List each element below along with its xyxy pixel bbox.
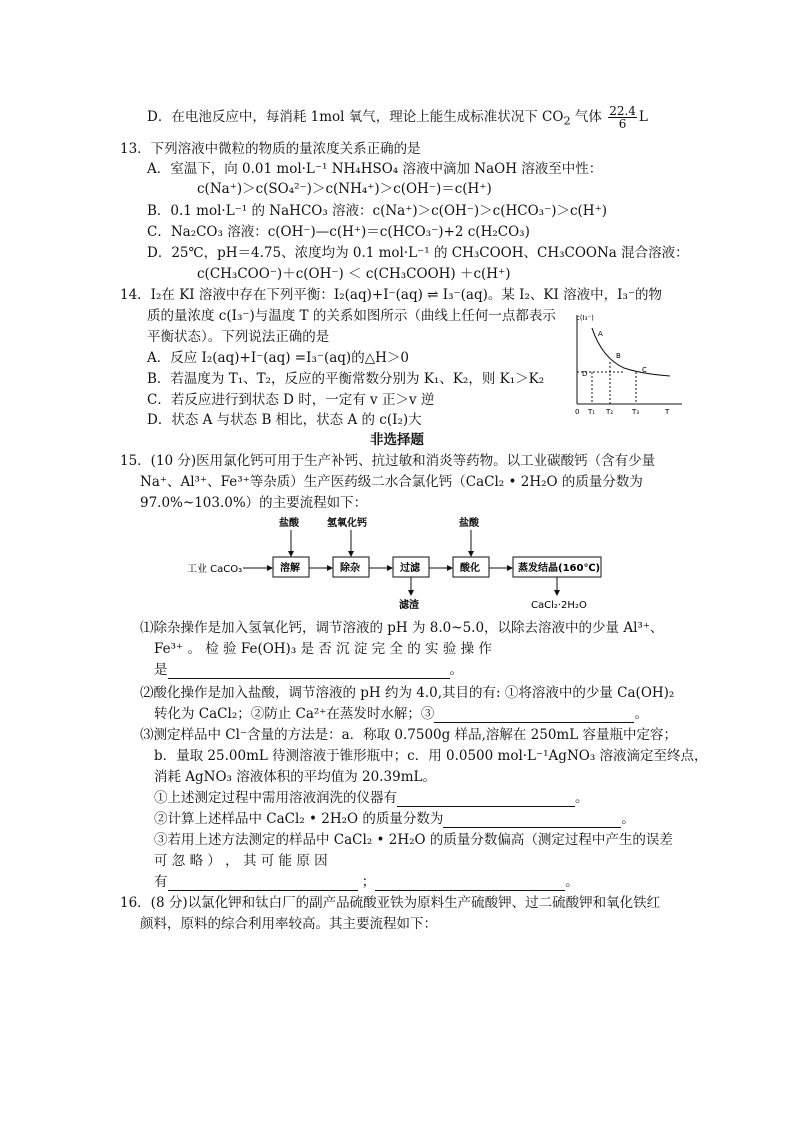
answer-blank[interactable] <box>434 708 634 723</box>
tick-t3: T₃ <box>632 408 640 416</box>
q14-stem-1: 14．I₂在 KI 溶液中存在下列平衡：I₂(aq)+I⁻(aq) ⇌ I₃⁻(aq)。某 I₂、KI 溶液中，I₃⁻的物 <box>120 287 662 303</box>
q13-option-b: B．0.1 mol·L⁻¹ 的 NaHCO₃ 溶液：c(Na⁺)＞c(OH⁻)＞c(HCO₃⁻)＞c(H⁺) <box>147 203 607 219</box>
svg-text:酸化: 酸化 <box>460 563 480 574</box>
q14-option-b: B．若温度为 T₁、T₂，反应的平衡常数分别为 K₁、K₂，则 K₁＞K₂ <box>147 371 545 387</box>
output-product: CaCl₂·2H₂O <box>531 600 587 611</box>
q15-part1-line3: 是 。 <box>154 662 463 678</box>
svg-text:溶解: 溶解 <box>280 563 300 574</box>
q14-option-a: A．反应 I₂(aq)+I⁻(aq) =I₃⁻(aq)的△H＞0 <box>147 350 409 366</box>
q15-part3-q4: 可 忽 略 ） ， 其 可 能 原 因 <box>154 853 328 869</box>
q16-stem-2: 颜料，原料的综合利用率较高。其主要流程如下： <box>140 916 437 932</box>
point-b-label: B <box>616 352 621 360</box>
tick-t2: T₂ <box>606 408 614 416</box>
q14-stem-2: 质的量浓度 c(I₃⁻)与温度 T 的关系如图所示（曲线上任何一点都表示 <box>147 308 556 324</box>
q15-part3-line1: ⑶测定样品中 Cl⁻含量的方法是：a．称取 0.7500g 样品,溶解在 250mL 容量瓶中定容； <box>140 727 677 743</box>
y-axis-label: c(I₃⁻) <box>576 314 594 322</box>
q12-option-d: D．在电池反应中，每消耗 1mol 氧气，理论上能生成标准状况下 $CO_2$ 气体 $\frac{22.4}{6}$ L <box>147 104 648 131</box>
q14-option-d: D．状态 A 与状态 B 相比，状态 A 的 c(I₂)大 <box>147 412 422 428</box>
svg-text:过滤: 过滤 <box>400 563 420 574</box>
tick-t1: T₁ <box>588 408 596 416</box>
svg-text:蒸发结晶(160℃): 蒸发结晶(160℃) <box>518 563 601 574</box>
q15-part2-line2: 转化为 CaCl₂；②防止 Ca²⁺在蒸发时水解；③ 。 <box>154 706 648 722</box>
q15-part3-q2: ②计算上述样品中 CaCl₂ • 2H₂O 的质量分数为 。 <box>154 811 635 827</box>
q15-part3-q5: 有 ； 。 <box>154 874 579 890</box>
point-d-label: D <box>582 370 588 378</box>
q14-option-c: C．若反应进行到状态 D 时，一定有 v 正＞v 逆 <box>147 392 435 408</box>
q15-stem-2: Na⁺、Al³⁺、Fe³⁺等杂质）生产医药级二水合氯化钙（CaCl₂ • 2H₂O 的质量分数为 <box>140 474 643 490</box>
q15-part3-q3: ③若用上述方法测定的样品中 CaCl₂ • 2H₂O 的质量分数偏高（测定过程中产生的误差 <box>154 832 673 848</box>
tick-t: T <box>665 408 670 416</box>
point-c-label: C <box>642 366 647 374</box>
section-title: 非选择题 <box>370 432 424 448</box>
output-residue: 滤渣 <box>399 600 419 611</box>
q13-option-d-relation: c(CH₃COO⁻)＋c(OH⁻) ＜ c(CH₃COOH) ＋c(H⁺) <box>197 266 511 282</box>
q15-part1-line1: ⑴除杂操作是加入氢氧化钙，调节溶液的 pH 为 8.0~5.0，以除去溶液中的少量 Al³⁺、 <box>140 620 664 636</box>
q15-part3-line2: b．量取 25.00mL 待测溶液于锥形瓶中；c．用 0.0500 mol·L⁻¹AgNO₃ 溶液滴定至终点， <box>154 748 708 764</box>
q15-part3-q1: ①上述测定过程中需用溶液润洗的仪器有 。 <box>154 790 589 806</box>
fraction: $\frac{22.4}{6}$ <box>609 104 636 131</box>
q13-stem: 13．下列溶液中微粒的物质的量浓度关系正确的是 <box>120 141 421 157</box>
q14-stem-3: 平衡状态）。下列说法正确的是 <box>147 329 330 345</box>
q13-option-c: C．Na₂CO₃ 溶液：c(OH⁻)—c(H⁺)＝c(HCO₃⁻)+2 c(H₂CO₃) <box>147 224 530 240</box>
flow-start: 工业 CaCO₃ <box>187 564 243 575</box>
input-caoh2: 氢氧化钙 <box>327 518 367 529</box>
equilibrium-curve <box>592 328 670 376</box>
tick-0: 0 <box>575 408 580 416</box>
q15-stem-3: 97.0%~103.0%）的主要流程如下： <box>140 495 368 511</box>
q13-option-d: D．25℃，pH＝4.75、浓度均为 0.1 mol·L⁻¹ 的 CH₃COOH、CH₃COONa 混合溶液： <box>147 245 689 261</box>
point-a-label: A <box>598 330 603 338</box>
q16-stem-1: 16．(8 分)以氯化钾和钛白厂的副产品硫酸亚铁为原料生产硫酸钾、过二硫酸钾和氧化铁红 <box>120 895 661 911</box>
answer-blank[interactable] <box>375 876 565 891</box>
q13-option-a: A．室温下，向 0.01 mol·L⁻¹ NH₄HSO₄ 溶液中滴加 NaOH 溶液至中性： <box>147 161 603 177</box>
svg-text:除杂: 除杂 <box>340 563 360 574</box>
input-hcl-2: 盐酸 <box>459 518 479 529</box>
q15-flowchart <box>185 513 615 613</box>
answer-blank[interactable] <box>168 664 450 679</box>
input-hcl-1: 盐酸 <box>279 518 299 529</box>
q15-part3-line3: 消耗 AgNO₃ 溶液体积的平均值为 20.39mL。 <box>154 769 436 785</box>
answer-blank[interactable] <box>397 792 575 807</box>
q15-part1-line2: Fe³⁺ 。 检 验 Fe(OH)₃ 是 否 沉 淀 完 全 的 实 验 操 作 <box>154 641 492 657</box>
q15-part2-line1: ⑵酸化操作是加入盐酸，调节溶液的 pH 约为 4.0,其目的有: ①将溶液中的少量 Ca(OH)₂ <box>140 685 675 701</box>
q15-stem-1: 15．(10 分)医用氯化钙可用于生产补钙、抗过敏和消炎等药物。以工业碳酸钙（含有少量 <box>120 453 656 469</box>
q14-graph <box>562 310 687 420</box>
answer-blank[interactable] <box>168 876 358 891</box>
q13-option-a-relation: c(Na⁺)＞c(SO₄²⁻)＞c(NH₄⁺)＞c(OH⁻)＝c(H⁺) <box>197 181 492 197</box>
answer-blank[interactable] <box>443 813 621 828</box>
